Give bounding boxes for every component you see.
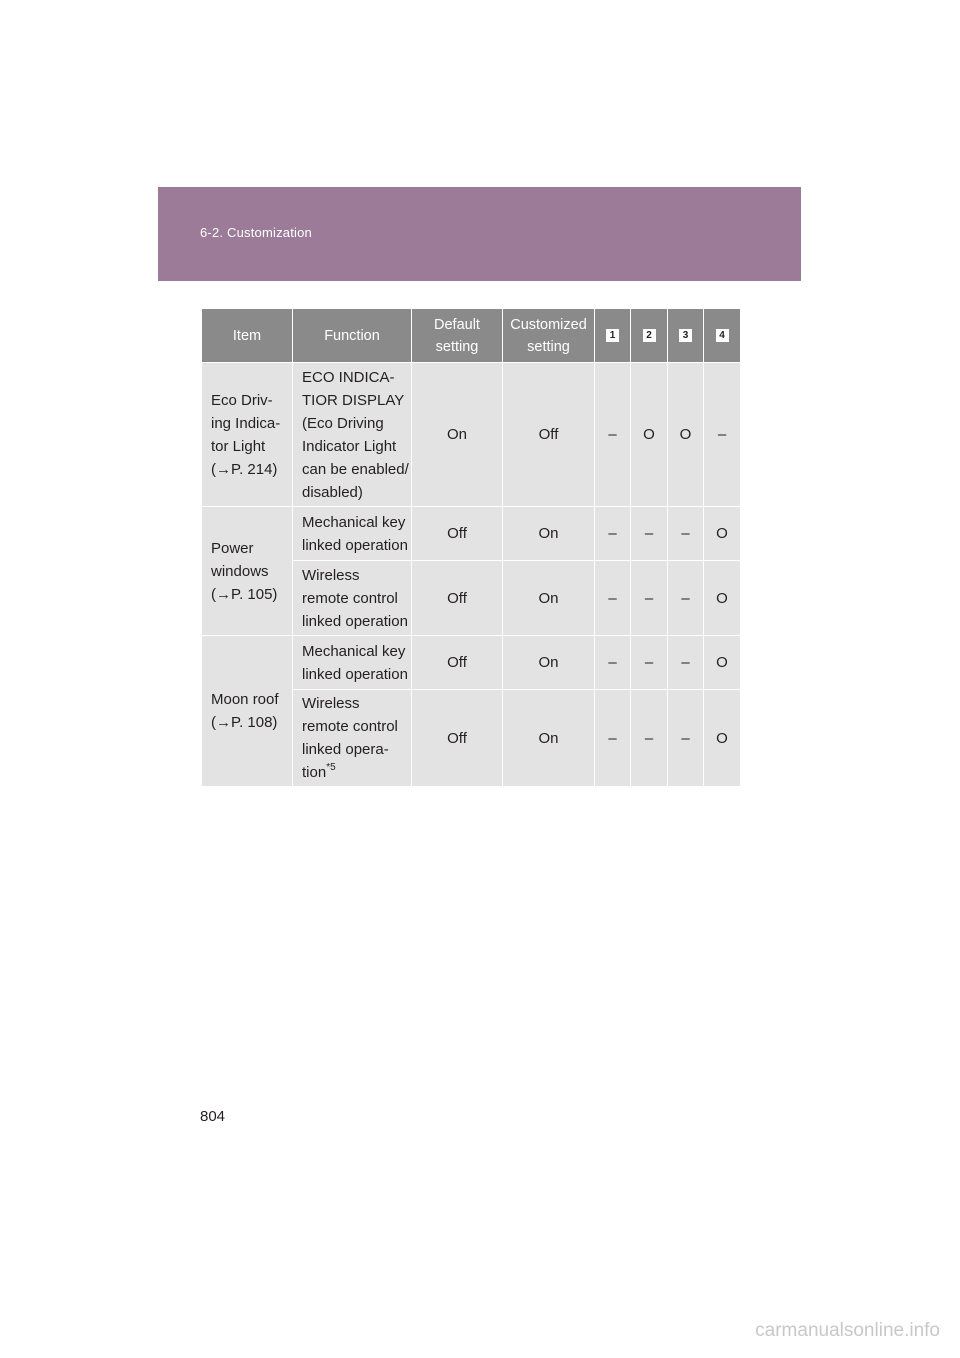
function-line: linked operation xyxy=(302,536,408,554)
mark-cell-1: – xyxy=(595,561,631,636)
item-cell xyxy=(202,507,293,636)
number-box-2-icon: 2 xyxy=(643,329,656,342)
function-line: Indicator Light xyxy=(302,437,397,455)
item-cell xyxy=(202,636,293,787)
table-row xyxy=(202,507,741,561)
mark-cell-3: O xyxy=(668,363,704,507)
function-line: Wireless xyxy=(302,695,360,712)
item-line: Power xyxy=(211,539,254,557)
item-line: Eco Driv- xyxy=(211,391,273,409)
column-header-function: Function xyxy=(293,309,412,363)
function-line: Mechanical key xyxy=(302,513,406,531)
watermark: carmanualsonline.info xyxy=(755,1320,940,1341)
customized-header-line1: Customized xyxy=(510,316,587,333)
customized-setting-cell: On xyxy=(503,690,595,787)
column-header-mark-1 xyxy=(595,309,631,363)
mark-cell-4: O xyxy=(704,690,741,787)
function-line: tion xyxy=(302,764,327,781)
mark-cell-1: – xyxy=(595,636,631,690)
default-setting-cell: On xyxy=(412,363,503,507)
mark-cell-3: – xyxy=(668,690,704,787)
customized-setting-cell: On xyxy=(503,507,595,561)
function-line: (Eco Driving xyxy=(302,414,384,432)
function-cell xyxy=(293,636,412,690)
mark-cell-2: – xyxy=(631,561,668,636)
table-body xyxy=(202,363,741,787)
mark-cell-3: – xyxy=(668,561,704,636)
section-title: 6-2. Customization xyxy=(200,225,312,240)
table-header-row xyxy=(202,309,741,363)
function-line: TIOR DISPLAY xyxy=(302,391,405,409)
column-header-mark-3 xyxy=(668,309,704,363)
function-cell xyxy=(293,690,412,787)
mark-cell-1: – xyxy=(595,690,631,787)
footnote-marker: *5 xyxy=(326,762,336,773)
function-cell xyxy=(293,507,412,561)
default-setting-cell: Off xyxy=(412,636,503,690)
customized-setting-cell: On xyxy=(503,636,595,690)
item-line: tor Light xyxy=(211,437,266,455)
mark-cell-1: – xyxy=(595,507,631,561)
item-line: (→P. 105) xyxy=(211,585,278,603)
number-box-3-icon: 3 xyxy=(679,329,692,342)
mark-cell-3: – xyxy=(668,636,704,690)
function-line: remote control xyxy=(302,718,398,735)
item-line: (→P. 214) xyxy=(211,460,278,478)
mark-cell-2: – xyxy=(631,690,668,787)
customized-setting-cell: On xyxy=(503,561,595,636)
mark-cell-2: O xyxy=(631,363,668,507)
item-line: windows xyxy=(211,562,269,580)
function-line: Mechanical key xyxy=(302,642,406,660)
column-header-item: Item xyxy=(202,309,293,363)
mark-cell-3: – xyxy=(668,507,704,561)
column-header-mark-2 xyxy=(631,309,668,363)
column-header-default xyxy=(412,309,503,363)
customization-table xyxy=(201,308,741,787)
default-setting-cell: Off xyxy=(412,690,503,787)
function-line: linked operation xyxy=(302,612,408,630)
item-cell xyxy=(202,363,293,507)
page-number: 804 xyxy=(200,1108,226,1125)
item-line: Moon roof xyxy=(211,691,279,708)
mark-cell-4: – xyxy=(704,363,741,507)
function-line: linked operation xyxy=(302,665,408,683)
number-box-1-icon: 1 xyxy=(606,329,619,342)
function-line: Wireless xyxy=(302,566,360,584)
function-line: remote control xyxy=(302,589,398,607)
function-cell xyxy=(293,363,412,507)
table-row xyxy=(202,363,741,507)
item-line: ing Indica- xyxy=(211,414,281,432)
default-setting-cell: Off xyxy=(412,561,503,636)
customized-setting-cell: Off xyxy=(503,363,595,507)
mark-cell-2: – xyxy=(631,507,668,561)
default-setting-cell: Off xyxy=(412,507,503,561)
default-header-line1: Default xyxy=(434,316,480,333)
mark-cell-4: O xyxy=(704,507,741,561)
column-header-mark-4 xyxy=(704,309,741,363)
number-box-4-icon: 4 xyxy=(716,329,729,342)
customized-header-line2: setting xyxy=(527,338,570,355)
item-line: (→P. 108) xyxy=(211,714,278,731)
table-row xyxy=(202,636,741,690)
mark-cell-4: O xyxy=(704,636,741,690)
function-line: can be enabled/ xyxy=(302,460,409,478)
section-header-band xyxy=(158,187,801,281)
mark-cell-4: O xyxy=(704,561,741,636)
function-cell xyxy=(293,561,412,636)
function-line: disabled) xyxy=(302,483,363,501)
function-line: linked opera- xyxy=(302,741,389,758)
column-header-customized xyxy=(503,309,595,363)
mark-cell-1: – xyxy=(595,363,631,507)
default-header-line2: setting xyxy=(435,338,479,355)
function-line: ECO INDICA- xyxy=(302,368,395,386)
mark-cell-2: – xyxy=(631,636,668,690)
